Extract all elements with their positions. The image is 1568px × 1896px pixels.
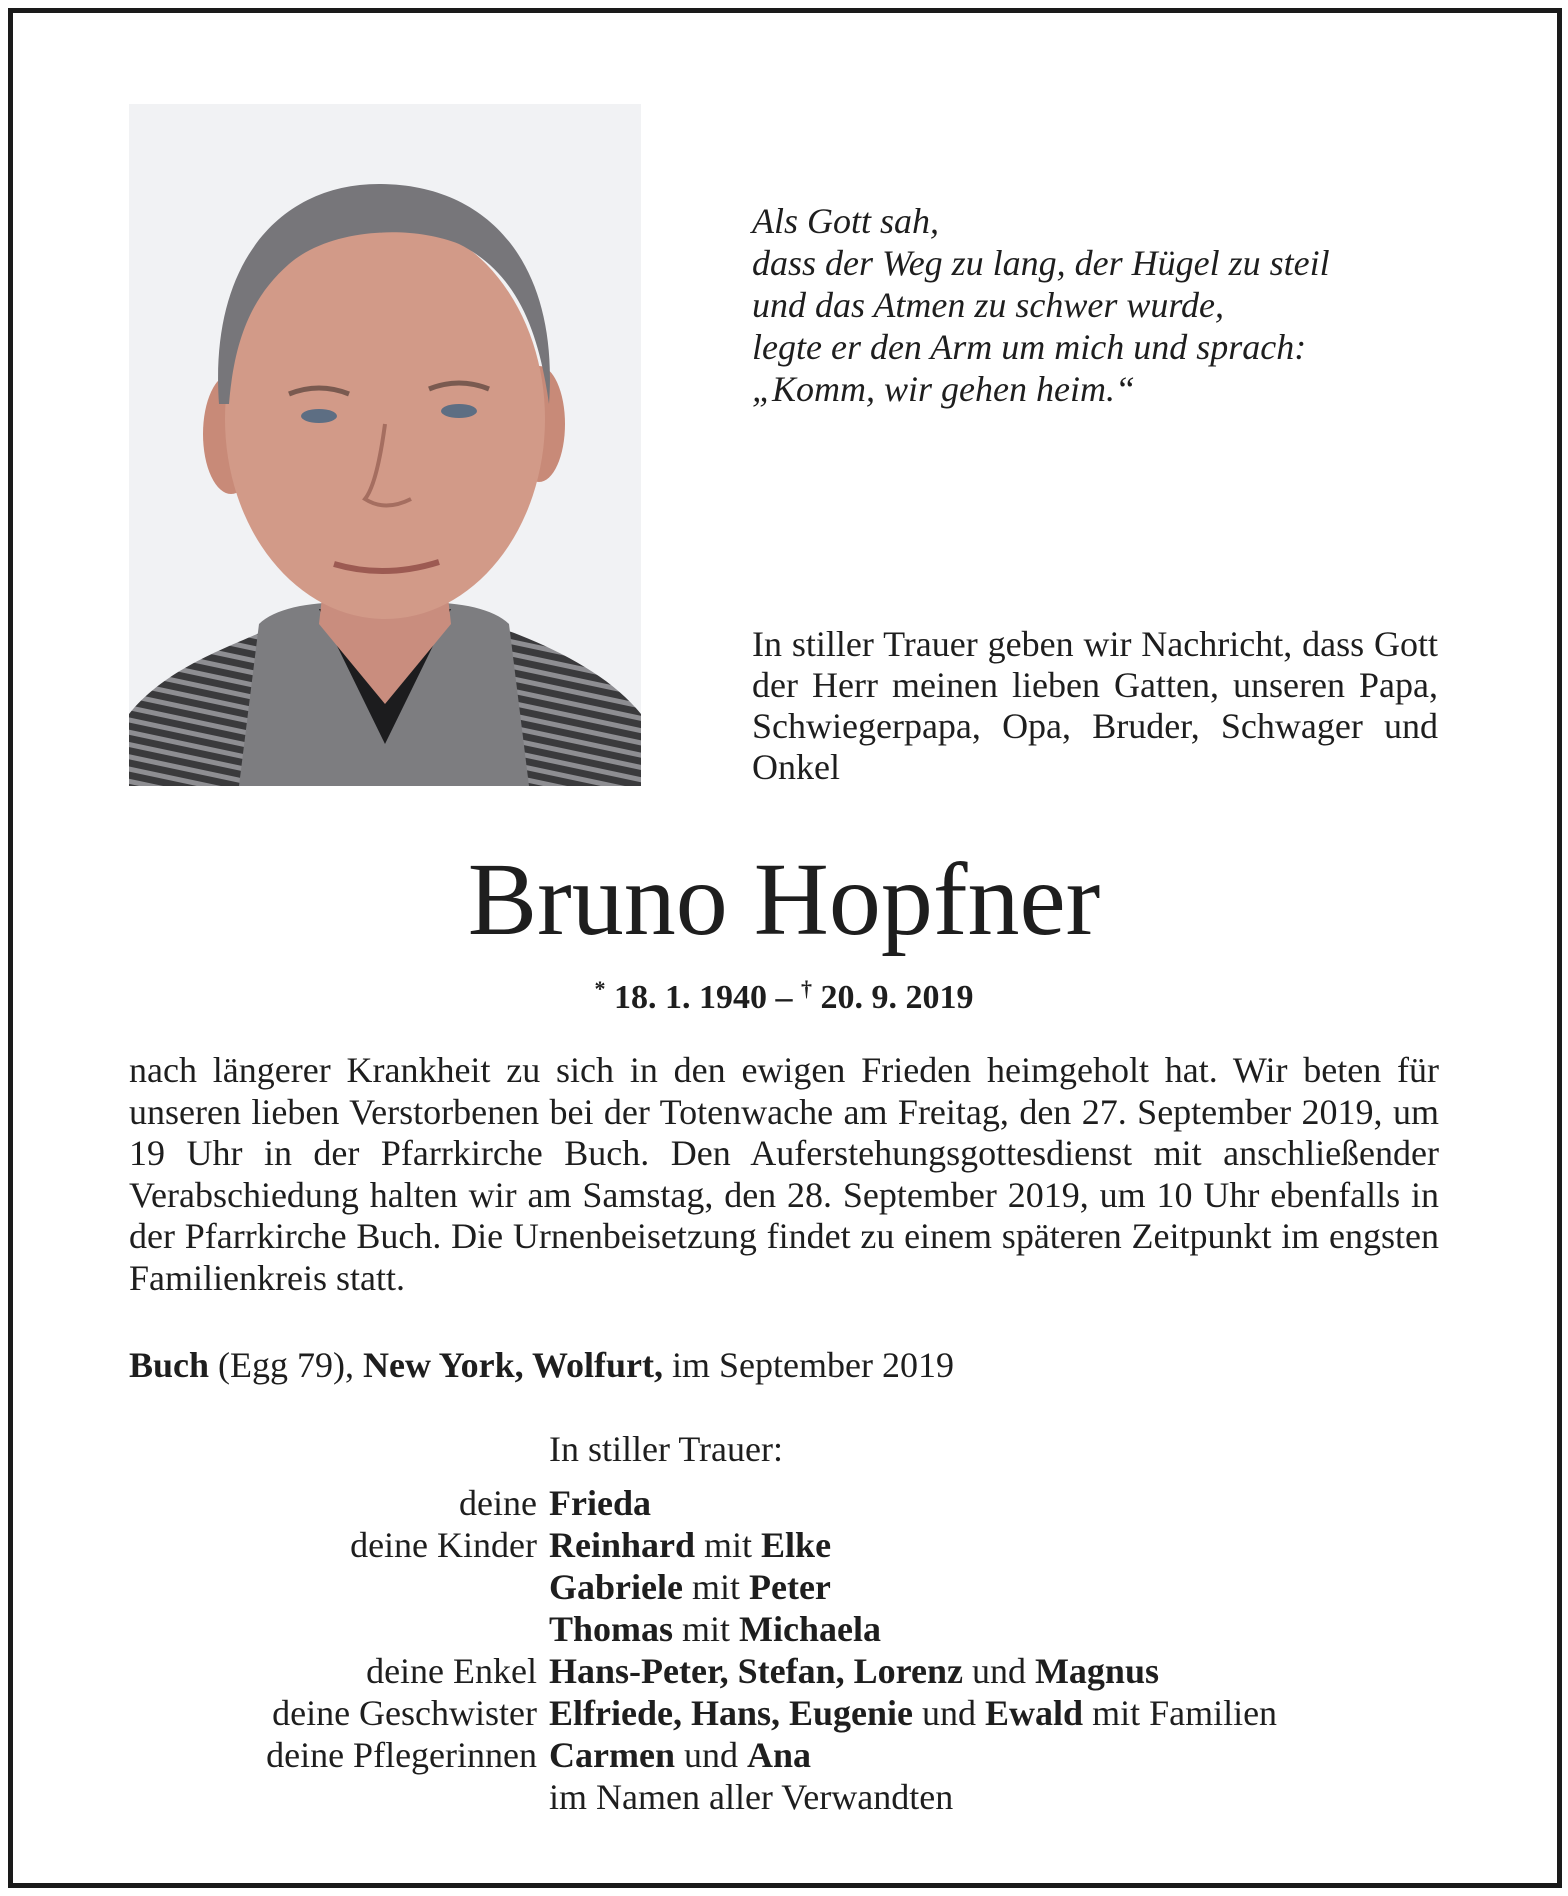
mourner-name: Ana — [746, 1735, 811, 1775]
poem-line: dass der Weg zu lang, der Hügel zu steil — [752, 243, 1330, 283]
portrait-photo — [129, 104, 641, 786]
place-address: (Egg 79), — [218, 1345, 355, 1385]
place-town: Buch — [129, 1345, 210, 1385]
poem-line: Als Gott sah, — [752, 201, 940, 241]
mourner-row — [129, 1734, 1449, 1776]
mourner-name: Gabriele — [549, 1567, 683, 1607]
mourner-role: deine Enkel — [366, 1651, 537, 1691]
mourner-name: Ewald — [985, 1693, 1084, 1733]
portrait-illustration — [129, 104, 641, 786]
birth-symbol: * — [594, 976, 606, 1001]
mourner-connector: im Namen aller Verwandten — [549, 1777, 954, 1817]
mourner-connector: mit — [682, 1567, 749, 1607]
intro-text: In stiller Trauer geben wir Nachricht, dass Gott der Herr meinen lieben Gatten, unseren Papa, Schwiegerpapa, Opa, Bruder, Schwager und Onkel — [752, 624, 1438, 787]
mourner-name: Peter — [748, 1567, 831, 1607]
mourner-role — [129, 1608, 549, 1650]
mourner-name: Magnus — [1034, 1651, 1159, 1691]
deceased-name: Bruno Hopfner — [467, 842, 1101, 957]
mourner-names — [549, 1650, 1159, 1692]
place-date-line — [129, 1344, 1439, 1386]
poem — [752, 200, 1452, 410]
mourner-row — [129, 1482, 1449, 1524]
mourner-name: Reinhard — [549, 1525, 696, 1565]
death-date: 20. 9. 2019 — [820, 979, 974, 1016]
mourner-names — [549, 1776, 953, 1818]
mourner-name: Michaela — [739, 1609, 882, 1649]
mourner-row — [129, 1692, 1449, 1734]
mourner-names — [549, 1692, 1277, 1734]
mourner-row — [129, 1608, 1449, 1650]
mourner-name: Carmen — [549, 1735, 675, 1775]
mourner-row — [129, 1566, 1449, 1608]
mourner-name: Elke — [761, 1525, 832, 1565]
mourner-connector: und — [962, 1651, 1035, 1691]
mourners-list — [129, 1482, 1449, 1818]
mourner-name: Elfriede, Hans, Eugenie — [549, 1693, 914, 1733]
poem-line: und das Atmen zu schwer wurde, — [752, 285, 1224, 325]
mourner-names — [549, 1566, 831, 1608]
poem-line: legte er den Arm um mich und sprach: — [752, 327, 1307, 367]
mourner-role: deine Geschwister — [272, 1693, 537, 1733]
place-towns: New York, Wolfurt, — [363, 1345, 664, 1385]
mourner-role: deine Pflegerinnen — [266, 1735, 537, 1775]
date-separator: – — [775, 979, 793, 1016]
mourner-name: Frieda — [549, 1483, 651, 1523]
mourner-role — [129, 1776, 549, 1818]
mourners-heading: In stiller Trauer: — [549, 1429, 783, 1469]
birth-date: 18. 1. 1940 — [614, 979, 767, 1016]
mourner-name: Hans-Peter, Stefan, Lorenz — [549, 1651, 963, 1691]
mourner-row — [129, 1650, 1449, 1692]
mourner-row — [129, 1776, 1449, 1818]
mourner-connector: mit Familien — [1083, 1693, 1278, 1733]
poem-line: „Komm, wir gehen heim.“ — [752, 369, 1136, 409]
life-dates — [0, 968, 1568, 1019]
mourner-names — [549, 1482, 651, 1524]
mourner-names — [549, 1734, 811, 1776]
mourner-connector: und — [913, 1693, 986, 1733]
mourner-connector: und — [674, 1735, 747, 1775]
mourner-role — [129, 1566, 549, 1608]
mourner-row — [129, 1524, 1449, 1566]
mourner-name: Thomas — [549, 1609, 674, 1649]
death-symbol: † — [801, 976, 812, 1001]
mourner-connector: mit — [695, 1525, 762, 1565]
mourner-role: deine Kinder — [350, 1525, 537, 1565]
place-date: im September 2019 — [672, 1345, 954, 1385]
mourner-role: deine — [459, 1483, 537, 1523]
mourner-names — [549, 1608, 881, 1650]
body-text: nach längerer Krankheit zu sich in den ewigen Frieden heimgeholt hat. Wir beten für unseren lieben Verstorbenen bei der Totenwache am Freitag, den 27. September 2019, um 19 Uhr in der Pfarrkirche Buch. Den Auferstehungsgottesdienst mit anschließender Verabschiedung halten wir am Samstag, den 28. September 2019, um 10 Uhr ebenfalls in der Pfarrkirche Buch. Die Urnenbeisetzung findet zu einem späteren Zeitpunkt im engsten Familienkreis statt. — [129, 1050, 1439, 1298]
mourner-names — [549, 1524, 831, 1566]
mourner-connector: mit — [673, 1609, 740, 1649]
